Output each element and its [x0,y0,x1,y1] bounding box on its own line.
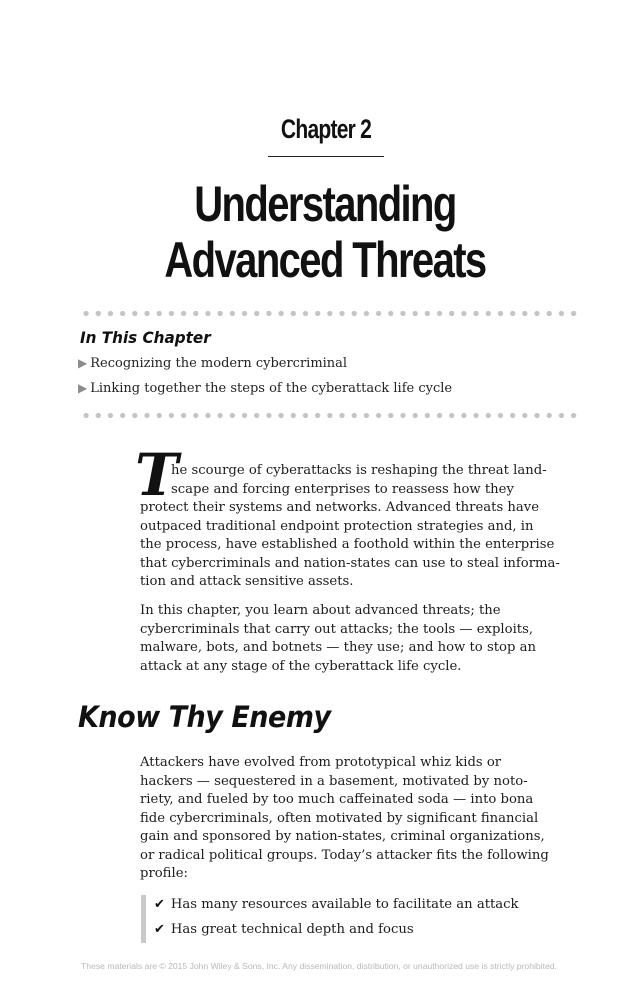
copyright-footer: These materials are © 2015 John Wiley & Sons, Inc. Any dissemination, distribution, or unauthorized use is strictly prohibited. [81,961,557,971]
drop-cap: T [135,441,179,509]
paragraph-line: Attackers have evolved from prototypical whiz kids or [140,755,502,770]
paragraph-line: fide cybercriminals, often motivated by significant financial [140,810,539,826]
dotted-divider-bottom [80,412,580,419]
list-item [154,922,414,937]
intro-line: protect their systems and networks. Advanced threats have [140,500,540,515]
section-heading: Know Thy Enemy [78,700,331,734]
paragraph-line: cybercriminals that carry out attacks; the tools — exploits, [140,621,534,637]
paragraph-line: or radical political groups. Today’s attacker fits the following [140,847,549,863]
in-this-chapter-item-text: Linking together the steps of the cyberattack life cycle [90,381,453,396]
paragraph-line: In this chapter, you learn about advanced threats; the [140,603,501,618]
paragraph-line: malware, bots, and botnets — they use; and how to stop an [140,640,536,655]
chapter-rule [268,156,384,157]
in-this-chapter-item-text: Recognizing the modern cybercriminal [90,356,348,371]
triangle-bullet-icon: ▶ [78,381,88,395]
in-this-chapter-item [78,381,452,396]
paragraph-line: riety, and fueled by too much caffeinated soda — into bona [140,792,534,807]
intro-line: the process, have established a foothold within the enterprise [140,537,555,552]
intro-line: scape and forcing enterprises to reassess how they [171,481,514,497]
list-item-text: Has many resources available to facilitate an attack [170,897,519,912]
intro-line: that cybercriminals and nation-states can use to steal informa- [140,555,560,571]
chapter-title-line-1: Understanding [194,176,456,232]
chapter-label: Chapter 2 [280,114,372,144]
paragraph-line: gain and sponsored by nation-states, criminal organizations, [140,829,545,844]
intro-line: he scourge of cyberattacks is reshaping the threat land- [171,463,547,478]
paragraph-line: attack at any stage of the cyberattack life cycle. [140,658,462,674]
list-item-text: Has great technical depth and focus [170,922,414,937]
chapter-overview-paragraph [140,602,580,676]
in-this-chapter-heading: In This Chapter [80,328,211,347]
in-this-chapter-item [78,356,347,371]
intro-line: tion and attack sensitive assets. [140,574,354,589]
paragraph-line: profile: [140,866,188,881]
triangle-bullet-icon: ▶ [78,356,88,370]
intro-line: outpaced traditional endpoint protection strategies and, in [140,518,534,534]
checkmark-icon: ✔ [154,922,165,937]
intro-paragraph [140,462,580,592]
section-paragraph [140,754,580,884]
list-item [154,897,519,912]
chapter-title-line-2: Advanced Threats [164,232,486,288]
bullet-list-bar [141,895,146,943]
checkmark-icon: ✔ [154,897,165,912]
chapter-title [120,176,530,288]
dotted-divider-top [80,310,580,317]
paragraph-line: hackers — sequestered in a basement, motivated by noto- [140,773,528,789]
